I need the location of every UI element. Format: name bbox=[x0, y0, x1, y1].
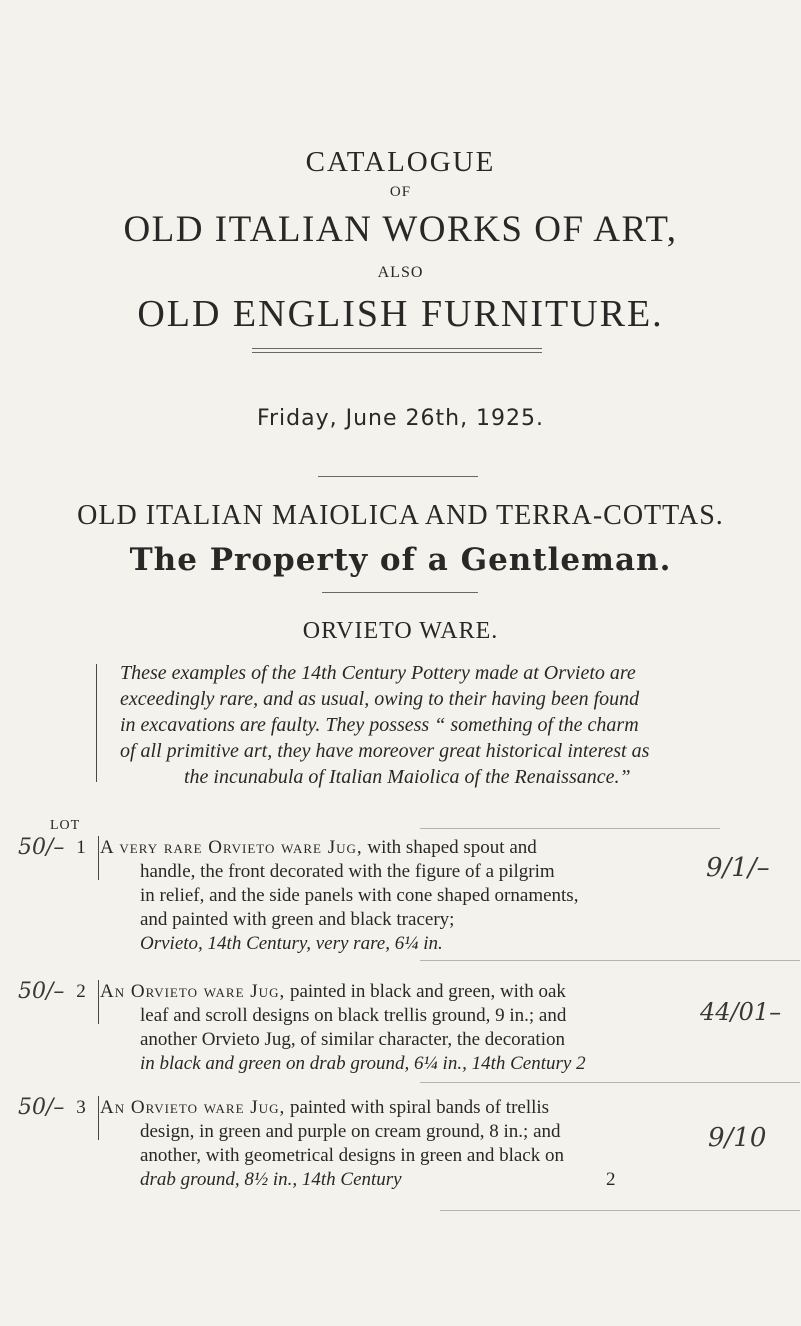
lot-lead: A very rare Orvieto ware Jug, bbox=[100, 837, 363, 858]
lot-description bbox=[100, 980, 740, 1076]
lot-rule bbox=[420, 1082, 800, 1083]
lot-bracket bbox=[98, 836, 99, 880]
intro-line: in excavations are faulty. They possess “ something of the charm bbox=[120, 714, 639, 736]
catalogue-heading: CATALOGUE bbox=[305, 146, 496, 178]
title-english-furniture: OLD ENGLISH FURNITURE. bbox=[137, 293, 664, 335]
also-label: ALSO bbox=[377, 264, 424, 281]
margin-note: 50/– bbox=[18, 835, 65, 860]
title-divider bbox=[252, 348, 542, 353]
intro-line: of all primitive art, they have moreover great historical interest as bbox=[120, 740, 650, 762]
price-note: 9/10 bbox=[708, 1123, 767, 1153]
lot-text: another, with geometrical designs in green and black on bbox=[140, 1145, 564, 1166]
lot-bracket bbox=[98, 1096, 99, 1140]
section-heading: OLD ITALIAN MAIOLICA AND TERRA-COTTAS. bbox=[77, 500, 724, 531]
lot-rule bbox=[420, 960, 800, 961]
lot-rule bbox=[440, 1210, 800, 1211]
of-label: OF bbox=[389, 184, 412, 200]
lot-closing: drab ground, 8½ in., 14th Century bbox=[140, 1169, 402, 1190]
lot-quantity: 2 bbox=[606, 1169, 616, 1190]
lot-closing: in black and green on drab ground, 6¼ in., 14th Century 2 bbox=[140, 1053, 586, 1074]
intro-line: exceedingly rare, and as usual, owing to their having been found bbox=[120, 688, 640, 710]
lot-text: handle, the front decorated with the figure of a pilgrim bbox=[140, 861, 555, 882]
lot-number: 3 bbox=[76, 1097, 86, 1118]
lot-rule bbox=[420, 828, 720, 829]
lot-column-label: LOT bbox=[50, 818, 81, 833]
margin-note: 50/– bbox=[18, 979, 65, 1004]
intro-line: the incunabula of Italian Maiolica of the Renaissance.” bbox=[184, 766, 631, 788]
intro-paragraph bbox=[120, 660, 750, 790]
lot-description bbox=[100, 1096, 740, 1192]
lot-text: with shaped spout and bbox=[362, 837, 537, 858]
lot-text: in relief, and the side panels with cone shaped ornaments, bbox=[140, 885, 579, 906]
date-divider bbox=[318, 476, 478, 477]
lot-text: painted in black and green, with oak bbox=[285, 981, 566, 1002]
lot-number: 2 bbox=[76, 981, 86, 1002]
lot-text: another Orvieto Jug, of similar character, the decoration bbox=[140, 1029, 565, 1050]
lot-number: 1 bbox=[76, 837, 86, 858]
sale-date: Friday, June 26th, 1925. bbox=[256, 406, 545, 431]
margin-note: 50/– bbox=[18, 1095, 65, 1120]
price-note: 44/01– bbox=[700, 998, 782, 1026]
subsection-heading: ORVIETO WARE. bbox=[302, 618, 499, 644]
title-italian-works: OLD ITALIAN WORKS OF ART, bbox=[123, 209, 678, 250]
lot-text: leaf and scroll designs on black trellis ground, 9 in.; and bbox=[140, 1005, 567, 1026]
property-divider bbox=[322, 592, 478, 593]
price-note: 9/1/– bbox=[706, 853, 770, 883]
lot-description bbox=[100, 836, 740, 956]
lot-text: design, in green and purple on cream ground, 8 in.; and bbox=[140, 1121, 561, 1142]
lot-lead: An Orvieto ware Jug, bbox=[100, 1097, 286, 1118]
property-line: The Property of a Gentleman. bbox=[129, 542, 672, 578]
lot-text: and painted with green and black tracery; bbox=[140, 909, 455, 930]
lot-closing: Orvieto, 14th Century, very rare, 6¼ in. bbox=[140, 933, 443, 954]
lot-text: painted with spiral bands of trellis bbox=[285, 1097, 550, 1118]
lot-lead: An Orvieto ware Jug, bbox=[100, 981, 286, 1002]
lot-bracket bbox=[98, 980, 99, 1024]
intro-margin-line bbox=[96, 664, 97, 782]
intro-line: These examples of the 14th Century Pottery made at Orvieto are bbox=[120, 662, 636, 684]
